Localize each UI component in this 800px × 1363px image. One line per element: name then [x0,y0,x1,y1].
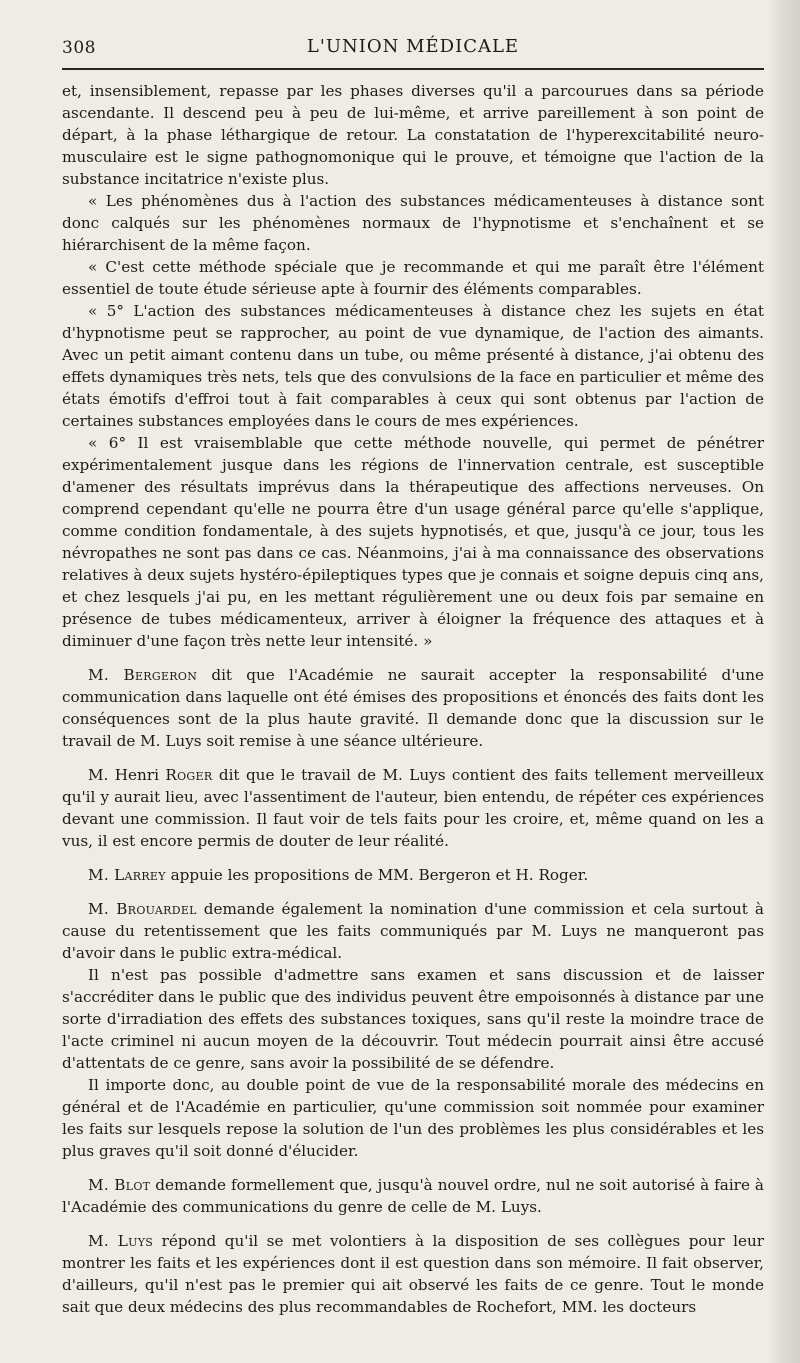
speaker-name: M. Blot [88,1176,151,1194]
body-text [62,80,764,1318]
quoted-paragraph: « Les phénomènes dus à l'action des substances médicamenteuses à distance sont donc calqués sur les phénomènes normaux de l'hypnotisme et s'enchaînent et se hiérarchisent de la même façon. [62,192,764,254]
header-rule [62,68,764,70]
paragraph-continuation: et, insensiblement, repasse par les phases diverses qu'il a parcourues dans sa période ascendante. Il descend peu à peu de lui-même, et arrive pareillement à son point de départ, à la phase léthargique de retour. La constatation de l'hyperexcitabilité neuro-musculaire est le signe pathognomonique qui le prouve, et témoigne que l'action de la substance incitatrice n'existe plus. [62,82,764,188]
speaker-name: Roger [165,766,213,784]
speaker-paragraph-brouardel: M. Brouardel demande également la nomination d'une commission et cela surtout à cause du retentissement que les faits communiqués par M. Luys ne manqueront pas d'avoir dans le public extra-médical. [62,900,764,962]
speaker-paragraph-bergeron: M. Bergeron dit que l'Académie ne saurait accepter la responsabilité d'une communication dans laquelle ont été émises des propositions et énoncés des faits dont les conséquences sont de la plus haute gravité. Il demande donc que la discussion sur le travail de M. Luys soit remise à une séance ultérieure. [62,666,764,750]
page-header [62,34,764,64]
speaker-paragraph-larrey: M. Larrey appuie les propositions de MM. Bergeron et H. Roger. [88,866,589,884]
speaker-name: M. Larrey [88,866,166,884]
paragraph: Il importe donc, au double point de vue de la responsabilité morale des médecins en général et de l'Académie en particulier, qu'une commission soit nommée pour examiner les faits sur lesquels repose la solution de l'un des problèmes les plus considérables et les plus graves qu'il soit donné d'élucider. [62,1076,764,1160]
speaker-paragraph-luys: M. Luys répond qu'il se met volontiers à la disposition de ses collègues pour leur montrer les faits et les expériences dont il est question dans son mémoire. Il fait observer, d'ailleurs, qu'il n'est pas le premier qui ait observé les faits de ce genre. Tout le monde sait que deux médecins des plus recommandables de Rochefort, MM. les docteurs [62,1232,764,1316]
page-edge-shadow [766,0,800,1363]
quoted-paragraph: « 6° Il est vraisemblable que cette méthode nouvelle, qui permet de pénétrer expérimentalement jusque dans les régions de l'innervation centrale, est susceptible d'amener des résultats imprévus dans la thérapeutique des affections nerveuses. On comprend cependant qu'elle ne pourra être d'un usage général parce qu'elle s'applique, comme condition fondamentale, à des sujets hypnotisés, et que, jusqu'à ce jour, tous les névropathes ne sont pas dans ce cas. Néanmoins, j'ai à ma connaissance des observations relatives à deux sujets hystéro-épileptiques types que je connais et soigne depuis cinq ans, et chez lesquels j'ai pu, en les mettant régulièrement une ou deux fois par semaine en présence de tubes médicamenteux, arriver à éloigner la fréquence des attaques et à diminuer d'une façon très nette leur intensité. » [62,434,764,650]
speaker-paragraph-blot: M. Blot demande formellement que, jusqu'à nouvel ordre, nul ne soit autorisé à faire à l'Académie des communications du genre de celle de M. Luys. [62,1176,764,1216]
running-title: L'UNION MÉDICALE [306,36,520,57]
quoted-paragraph: « 5° L'action des substances médicamenteuses à distance chez les sujets en état d'hypnotisme peut se rapprocher, au point de vue dynamique, de l'action des aimants. Avec un petit aimant contenu dans un tube, ou même présenté à distance, j'ai obtenu des effets dynamiques très nets, tels que des convulsions de la face en particulier et même des états émotifs d'effroi tout à fait comparables à ceux qui sont obtenus par l'action de certaines substances employées dans le cours de mes expériences. [62,302,764,430]
speaker-paragraph-roger: M. Henri Roger dit que le travail de M. Luys contient des faits tellement merveilleux qu'il y aurait lieu, avec l'assentiment de l'auteur, bien entendu, de répéter ces expériences devant une commission. Il faut voir de tels faits pour les croire, et, même quand on les a vus, il est encore permis de douter de leur réalité. [62,766,764,850]
speaker-name: M. Bergeron [88,666,198,684]
paragraph: Il n'est pas possible d'admettre sans examen et sans discussion et de laisser s'accréditer dans le public que des individus peuvent être empoisonnés à distance par une sorte d'irradiation des effets des substances toxiques, sans qu'il reste la moindre trace de l'acte criminel ni aucun moyen de la découvrir. Tout médecin pourrait ainsi être accusé d'attentats de ce genre, sans avoir la possibilité de se défendre. [62,966,764,1072]
speaker-name: M. Luys [88,1232,154,1250]
page-number: 308 [62,38,96,58]
quoted-paragraph: « C'est cette méthode spéciale que je recommande et qui me paraît être l'élément essentiel de toute étude sérieuse apte à fournir des éléments comparables. [62,258,764,298]
speaker-name: M. Brouardel [88,900,197,918]
